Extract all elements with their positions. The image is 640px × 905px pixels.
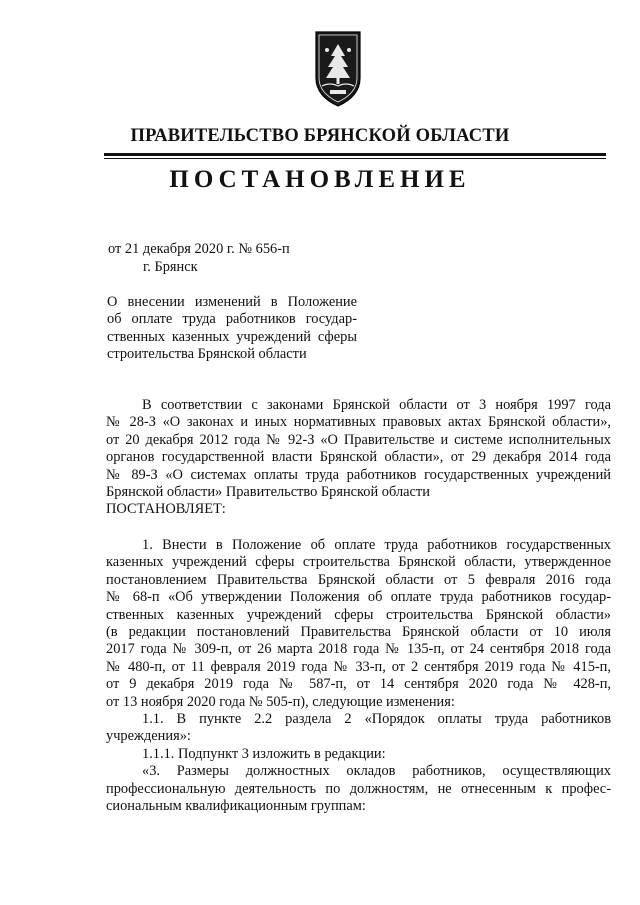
decree-city: г. Брянск — [143, 259, 198, 275]
decree-date-number: от 21 декабря 2020 г. № 656-п — [108, 241, 290, 257]
item-1-line: № 68-п «Об утверждении Положения об оплате труда работников государ- — [106, 589, 611, 606]
subject-line: ственных казенных учреждений сферы — [107, 328, 357, 345]
preamble-line: органов государственной власти Брянской области», от 29 декабря 2014 года — [106, 449, 611, 466]
preamble-line: В соответствии с законами Брянской области от 3 ноября 1997 года — [142, 397, 611, 413]
item-1-line: постановлением Правительства Брянской области от 5 февраля 2016 года — [106, 571, 611, 588]
header-divider-thin — [104, 158, 606, 159]
item-3-line: профессиональную деятельность по должностям, не отнесенным к профес- — [106, 780, 611, 797]
item-1-line: 1. Внести в Положение об оплате труда работников государственных — [142, 537, 611, 553]
subject-line: об оплате труда работников государ- — [107, 311, 357, 328]
header-divider-thick — [104, 153, 606, 156]
resolves-word: ПОСТАНОВЛЯЕТ: — [106, 501, 226, 518]
preamble-line: от 20 декабря 2012 года № 92-З «О Правительстве и системе исполнительных — [106, 431, 611, 448]
item-1-1-line: 1.1. В пункте 2.2 раздела 2 «Порядок оплаты труда работников — [142, 711, 611, 728]
item-1-line: от 9 декабря 2019 года № 587-п, от 14 сентября 2020 года № 428-п, — [106, 676, 611, 693]
preamble — [106, 397, 611, 519]
item-3-line: сиональным квалификационным группам: — [106, 798, 366, 815]
preamble-line: Брянской области» Правительство Брянской области — [106, 484, 430, 501]
item-1-1-line: учреждения»: — [106, 728, 191, 745]
item-1 — [106, 537, 611, 816]
bryansk-coat-of-arms-emblem — [300, 26, 376, 110]
item-1-line: (в редакции постановлений Правительства Брянской области от 10 июля — [106, 624, 611, 641]
preamble-line: № 28-З «О законах и иных нормативных правовых актах Брянской области», — [106, 414, 611, 431]
preamble-line: № 89-З «О системах оплаты труда работников государственных учреждений — [106, 466, 611, 483]
item-1-line: казенных учреждений сферы строительства Брянской области, утвержденное — [106, 554, 611, 571]
item-1-line: ственных казенных учреждений сферы строительства Брянской области» — [106, 606, 611, 623]
subject-line: О внесении изменений в Положение — [107, 294, 357, 310]
item-1-line: № 480-п, от 11 февраля 2019 года № 33-п, от 2 сентября 2019 года № 415-п, — [106, 658, 611, 675]
item-3-line: «3. Размеры должностных окладов работников, осуществляющих — [142, 763, 611, 780]
item-1-line: 2017 года № 309-п, от 26 марта 2018 года № 135-п, от 24 сентября 2018 года — [106, 641, 611, 658]
item-1-line: от 13 ноября 2020 года № 505-п), следующие изменения: — [106, 693, 455, 710]
subject-line: строительства Брянской области — [107, 346, 307, 363]
government-title: ПРАВИТЕЛЬСТВО БРЯНСКОЙ ОБЛАСТИ — [130, 126, 510, 146]
decree-subject — [107, 294, 357, 364]
item-1-1-1: 1.1.1. Подпункт 3 изложить в редакции: — [142, 745, 386, 762]
document-type-title: ПОСТАНОВЛЕНИЕ — [169, 166, 471, 193]
